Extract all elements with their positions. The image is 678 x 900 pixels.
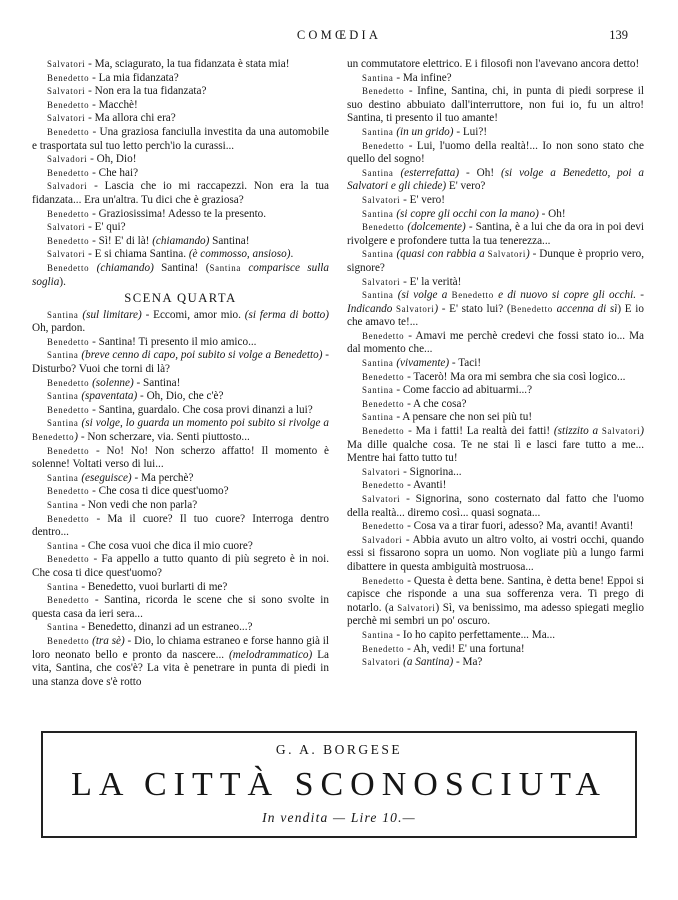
speaker-name: Salvatori xyxy=(362,466,401,477)
page-number: 139 xyxy=(609,28,628,42)
speaker-name: Santina xyxy=(362,290,394,301)
speaker-name: Santina xyxy=(47,418,79,429)
stage-direction: ) xyxy=(526,248,530,261)
speaker-name: Salvatori xyxy=(487,249,526,260)
dialogue-line: Salvatori - E' la verità! xyxy=(362,275,462,288)
speaker-name: Salvadori xyxy=(47,154,88,165)
dialogue-line: Benedetto - Graziosissima! Adesso te la presento. xyxy=(47,207,267,220)
dialogue-line: Benedetto - Che cosa ti dice quest'uomo? xyxy=(47,485,229,498)
ad-author: G. A. BORGESE xyxy=(275,742,403,757)
speaker-name: Benedetto xyxy=(47,262,90,273)
dialogue-line: Benedetto - A che cosa? xyxy=(362,397,467,410)
speaker-name: Benedetto xyxy=(47,404,90,415)
stage-direction: (si volge a Benedetto, poi a Salvatori e gli chiede) xyxy=(347,166,644,193)
dialogue-line: Benedetto - Amavi me perchè credevi che fossi stato io... Ma dal momento che... xyxy=(347,329,644,356)
speaker-name: Santina xyxy=(47,472,79,483)
speaker-name: Salvatori xyxy=(362,494,401,504)
dialogue-line: Salvadori - Lascia che io mi raccapezzi. Non era la tua fidanzata... Era un'altra. Tu dici che è graziosa? xyxy=(32,180,329,206)
dialogue-line: Santina - Ma infine? xyxy=(362,71,452,84)
page-header xyxy=(40,28,638,44)
speaker-name: Santina xyxy=(362,72,394,83)
stage-direction: ) xyxy=(74,431,79,444)
dialogue-line: Santina (eseguisce) - Ma perchè? xyxy=(47,471,194,484)
speaker-name: Benedetto xyxy=(47,486,90,497)
speaker-name: Santina xyxy=(362,385,394,396)
scene-title: SCENA QUARTA xyxy=(124,291,237,306)
speaker-name: Santina xyxy=(362,412,394,423)
stage-direction: (si volge, lo guarda un momento poi subito si rivolge a xyxy=(81,417,330,430)
dialogue-line: Santina (breve cenno di capo, poi subito si volge a Benedetto) - Disturbo? Vuoi che torni di là? xyxy=(32,349,330,376)
dialogue-line: Benedetto - Che hai? xyxy=(47,166,139,179)
speaker-name: Santina xyxy=(47,500,79,510)
stage-direction: (tra sè) xyxy=(92,634,125,647)
stage-direction: (dolcemente) xyxy=(407,221,466,234)
dialogue-line: Benedetto (tra sè) - Dio, lo chiama estraneo e forse hanno già il loro neonato bello e pronto da nascere... (melodrammatico) La vita, Santina, che cos'è? La vita è penetrare in punta di piedi in una stanza dove s'è rotto xyxy=(32,634,329,688)
speaker-name: Benedetto xyxy=(47,72,90,83)
dialogue-line: Benedetto - La mia fidanzata? xyxy=(47,71,179,84)
dialogue-continuation: un commutatore elettrico. E i filosofi non l'avevano ancora detto! xyxy=(347,58,640,70)
dialogue-line: Benedetto - No! No! Non scherzo affatto! Il momento è solenne! Voltati verso di lui... xyxy=(32,444,329,471)
dialogue-line: Salvatori (a Santina) - Ma? xyxy=(362,656,483,669)
stage-direction: (in un grido) xyxy=(396,125,454,138)
speaker-name: Benedetto xyxy=(362,643,405,654)
stage-direction: (esterrefatta) xyxy=(400,166,460,179)
speaker-name: Salvatori xyxy=(397,602,436,613)
dialogue-line: Benedetto - Fa appello a tutto quanto di più segreto è in noi. Che cosa ti dice quest'uomo? xyxy=(32,553,329,579)
dialogue-line: Santina (si volge a Benedetto e di nuovo si copre gli occhi. - Indicando Salvatori) - E' stato lui? (Benedetto accenna di sì) E io che amavo te!... xyxy=(347,289,644,329)
speaker-name: Salvatori xyxy=(362,657,401,668)
dialogue-line: Santina (in un grido) - Lui?! xyxy=(362,125,488,138)
dialogue-line: Benedetto - Ma i fatti! La realtà dei fatti! (stizzito a Salvatori) Ma dille qualche cosa. Te ne stai lì e lasci fare tutto a me... Mentre hai fatto tutto tu! xyxy=(347,425,644,465)
speaker-name: Santina xyxy=(209,262,241,273)
speaker-name: Benedetto xyxy=(510,303,553,314)
dialogue-line: Salvatori - E' qui? xyxy=(47,221,126,234)
dialogue-line: Benedetto - Infine, Santina, chi, in punta di piedi sorprese il suo destino abbuiato dall'interruttore, non fui io, fu un altro! Santina, ti presento il tuo amante! xyxy=(347,85,644,125)
dialogue-line: Santina - A pensare che non sei più tu! xyxy=(362,411,533,424)
running-title: COMŒDIA xyxy=(296,28,382,42)
dialogue-line: Benedetto - Tacerò! Ma ora mi sembra che sia così logico... xyxy=(362,370,626,383)
speaker-name: Benedetto xyxy=(47,445,90,456)
speaker-name: Salvadori xyxy=(47,181,88,192)
stage-direction: (è commosso, ansioso) xyxy=(188,248,291,261)
dialogue-line: Santina (si copre gli occhi con la mano) - Oh! xyxy=(362,207,566,220)
dialogue-line: Santina (sul limitare) - Eccomi, amor mio. (si ferma di botto) Oh, pardon. xyxy=(32,308,329,335)
speaker-name: Benedetto xyxy=(362,86,405,97)
stage-direction: accenna di sì xyxy=(556,302,618,315)
stage-direction: (stizzito a xyxy=(553,425,602,438)
speaker-name: Benedetto xyxy=(47,99,90,110)
stage-direction: (sul limitare) xyxy=(82,308,142,321)
dialogue-line: Santina - Non vedi che non parla? xyxy=(47,499,198,511)
dialogue-line: Salvatori - E si chiama Santina. (è commosso, ansioso). xyxy=(47,248,294,261)
stage-direction: (chiamando) xyxy=(96,261,154,274)
speaker-name: Benedetto xyxy=(362,222,405,233)
text-columns xyxy=(32,58,646,718)
dialogue-line: Salvadori - Abbia avuto un altro volto, ai vostri occhi, quando essi si fissarono sopra un uomo. Non vogliate più a lungo farmi dibattere in questa ambiguità mostruosa... xyxy=(347,533,644,573)
speaker-name: Santina xyxy=(362,629,394,640)
dialogue-line: Salvatori - Ma allora chi era? xyxy=(47,112,176,125)
stage-direction: e di nuovo si copre gli occhi. - Indicando xyxy=(347,289,644,315)
dialogue-line: Benedetto - Cosa va a tirar fuori, adesso? Ma, avanti! Avanti! xyxy=(362,520,634,533)
speaker-name: Benedetto xyxy=(362,480,405,491)
speaker-name: Benedetto xyxy=(47,235,90,246)
speaker-name: Benedetto xyxy=(47,208,90,219)
stage-direction: (si ferma di botto) xyxy=(244,308,329,321)
stage-direction: (a Santina) xyxy=(403,656,454,669)
stage-direction: (chiamando) xyxy=(152,234,210,247)
dialogue-line: Benedetto - Santina! Ti presento il mio amico... xyxy=(47,335,257,348)
dialogue-line: Santina - Io ho capito perfettamente... Ma... xyxy=(362,628,556,641)
speaker-name: Benedetto xyxy=(47,126,90,137)
speaker-name: Santina xyxy=(362,249,394,260)
speaker-name: Benedetto xyxy=(362,521,405,532)
right-column xyxy=(347,58,644,670)
book-advertisement xyxy=(41,731,637,838)
speaker-name: Salvatori xyxy=(47,113,86,124)
stage-direction: (spaventata) xyxy=(81,390,138,403)
stage-direction: (si volge a xyxy=(397,289,452,302)
dialogue-line: Salvatori - E' vero! xyxy=(362,193,445,206)
speaker-name: Santina xyxy=(47,391,79,402)
speaker-name: Benedetto xyxy=(362,140,405,151)
speaker-name: Benedetto xyxy=(362,371,405,382)
speaker-name: Benedetto xyxy=(47,635,90,646)
speaker-name: Salvatori xyxy=(47,59,86,69)
speaker-name: Salvatori xyxy=(47,86,86,97)
dialogue-line: Benedetto (solenne) - Santina! xyxy=(47,376,181,389)
speaker-name: Santina xyxy=(47,581,79,592)
dialogue-line: Santina - Che cosa vuoi che dica il mio cuore? xyxy=(47,539,253,552)
speaker-name: Salvatori xyxy=(47,222,86,233)
stage-direction: (vivamente) xyxy=(396,357,450,370)
speaker-name: Benedetto xyxy=(362,398,405,409)
dialogue-line: Benedetto - Ah, vedi! E' una fortuna! xyxy=(362,642,525,655)
dialogue-line: Benedetto (dolcemente) - Santina, è a lui che da ora in poi devi rivolgere e profondere tutta la tua tenerezza... xyxy=(347,221,645,247)
speaker-name: Salvatori xyxy=(47,249,86,260)
dialogue-line: Salvatori - Signorina, sono costernato dal fatto che l'uomo della realtà... diremo così... quasi sognata... xyxy=(347,493,644,519)
dialogue-line: Benedetto - Ma il cuore? Il tuo cuore? Interroga dentro dentro... xyxy=(32,512,329,539)
dialogue-line: Benedetto (chiamando) Santina! (Santina comparisce sulla soglia). xyxy=(32,261,330,288)
speaker-name: Benedetto xyxy=(47,336,90,347)
stage-direction: ) xyxy=(434,302,439,315)
dialogue-line: Benedetto - Santina, guardalo. Che cosa provi dinanzi a lui? xyxy=(47,403,313,416)
dialogue-line: Salvadori - Oh, Dio! xyxy=(47,153,137,166)
stage-direction: (si copre gli occhi con la mano) xyxy=(396,207,539,220)
dialogue-line: Santina (spaventata) - Oh, Dio, che c'è? xyxy=(47,390,224,403)
speaker-name: Benedetto xyxy=(362,575,405,586)
stage-direction: (melodrammatico) xyxy=(228,648,313,661)
dialogue-line: Santina (vivamente) - Taci! xyxy=(362,357,482,370)
speaker-name: Santina xyxy=(362,126,394,137)
dialogue-line: Benedetto - Questa è detta bene. Santina, è detta bene! Eppoi si capisce che risponde a una sua sofferenza vera. Ti prego di notarlo. (a Salvatori) Sì, va benissimo, ma adesso spiegati meglio perchè mi sembri un po' oscuro. xyxy=(347,574,644,628)
speaker-name: Benedetto xyxy=(362,426,405,437)
dialogue-line: Santina - Come faccio ad abituarmi...? xyxy=(362,384,533,397)
speaker-name: Salvatori xyxy=(396,303,435,314)
dialogue-line: Benedetto - Santina, ricorda le scene che si sono svolte in questa casa da ieri sera... xyxy=(32,594,329,620)
dialogue-line: Benedetto - Lui, l'uomo della realtà!... Io non sono stato che quello del sogno! xyxy=(347,139,644,166)
ad-price-line: In vendita — Lire 10.— xyxy=(262,810,416,825)
speaker-name: Salvadori xyxy=(362,534,403,545)
dialogue-line: Benedetto - Macchè! xyxy=(47,98,138,111)
speaker-name: Benedetto xyxy=(47,595,90,606)
speaker-name: Benedetto xyxy=(47,167,90,178)
speaker-name: Santina xyxy=(362,167,394,178)
dialogue-line: Benedetto - Avanti! xyxy=(362,479,447,492)
speaker-name: Salvatori xyxy=(362,194,401,205)
stage-direction: ) xyxy=(640,425,644,438)
speaker-name: Santina xyxy=(47,309,79,320)
ad-book-title: LA CITTÀ SCONOSCIUTA xyxy=(71,766,607,803)
stage-direction: (quasi con rabbia a xyxy=(396,248,488,261)
speaker-name: Santina xyxy=(47,540,79,551)
dialogue-line: Salvatori - Ma, sciagurato, la tua fidanzata è stata mia! xyxy=(47,58,290,70)
speaker-name: Santina xyxy=(362,208,394,219)
speaker-name: Salvatori xyxy=(601,426,641,437)
dialogue-line: Salvatori - Non era la tua fidanzata? xyxy=(47,85,207,98)
stage-direction: (eseguisce) xyxy=(81,471,132,484)
dialogue-line: Santina (esterrefatta) - Oh! (si volge a Benedetto, poi a Salvatori e gli chiede) E' vero? xyxy=(347,166,644,193)
speaker-name: Benedetto xyxy=(451,290,494,301)
stage-direction: comparisce sulla soglia xyxy=(32,261,330,288)
speaker-name: Benedetto xyxy=(362,330,405,341)
dialogue-line: Santina (quasi con rabbia a Salvatori) - Dunque è proprio vero, signore? xyxy=(347,248,645,274)
dialogue-line: Santina - Benedetto, dinanzi ad un estraneo...? xyxy=(47,621,253,634)
speaker-name: Santina xyxy=(362,358,394,369)
dialogue-line: Benedetto - Sì! E' di là! (chiamando) Santina! xyxy=(47,234,250,247)
speaker-name: Santina xyxy=(47,350,79,361)
stage-direction: (solenne) xyxy=(92,376,134,389)
speaker-name: Benedetto xyxy=(47,554,90,565)
speaker-name: Benedetto xyxy=(32,432,75,443)
dialogue-line: Santina - Benedetto, vuoi burlarti di me? xyxy=(47,580,228,593)
dialogue-line: Santina (si volge, lo guarda un momento poi subito si rivolge a Benedetto) - Non scherzare, via. Senti piuttosto... xyxy=(32,417,330,444)
speaker-name: Benedetto xyxy=(47,377,90,388)
speaker-name: Benedetto xyxy=(47,513,90,524)
left-column xyxy=(32,58,329,689)
dialogue-line: Salvatori - Signorina... xyxy=(362,465,462,478)
speaker-name: Salvatori xyxy=(362,276,401,287)
speaker-name: Santina xyxy=(47,622,79,633)
dialogue-line: Benedetto - Una graziosa fanciulla investita da una automobile e trasportata sul tuo letto perch'io la curassi... xyxy=(32,125,329,152)
stage-direction: (breve cenno di capo, poi subito si volge a Benedetto) xyxy=(81,349,323,362)
